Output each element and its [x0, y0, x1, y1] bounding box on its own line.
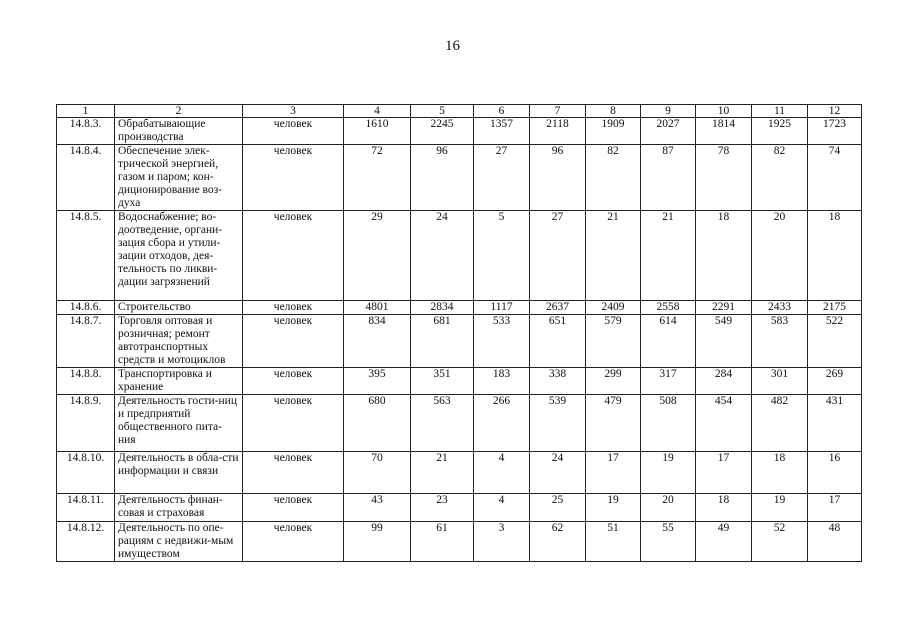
row-code: 14.8.9.	[57, 395, 115, 452]
row-indicator-name: Деятельность по опе-рациям с недвижи-мым имуществом	[115, 522, 243, 562]
row-value: 21	[641, 211, 696, 301]
row-value: 2291	[696, 301, 752, 315]
row-value: 2558	[641, 301, 696, 315]
column-header: 7	[530, 105, 586, 118]
row-indicator-name: Обрабатывающие производства	[115, 118, 243, 145]
row-value: 29	[344, 211, 411, 301]
row-code: 14.8.12.	[57, 522, 115, 562]
row-unit: человек	[243, 145, 344, 211]
row-value: 338	[530, 368, 586, 395]
row-value: 5	[474, 211, 530, 301]
row-code: 14.8.6.	[57, 301, 115, 315]
row-value: 96	[411, 145, 474, 211]
row-code: 14.8.11.	[57, 494, 115, 522]
row-value: 351	[411, 368, 474, 395]
row-value: 17	[586, 452, 641, 494]
row-code: 14.8.7.	[57, 315, 115, 368]
row-value: 3	[474, 522, 530, 562]
row-value: 21	[586, 211, 641, 301]
row-value: 27	[530, 211, 586, 301]
row-value: 1357	[474, 118, 530, 145]
column-header: 6	[474, 105, 530, 118]
row-value: 4	[474, 452, 530, 494]
statistics-table	[56, 104, 862, 562]
table-row	[57, 301, 862, 315]
row-value: 317	[641, 368, 696, 395]
row-indicator-name: Деятельность гости-ниц и предприятий общественного пита-ния	[115, 395, 243, 452]
column-header: 12	[808, 105, 862, 118]
row-value: 533	[474, 315, 530, 368]
row-value: 4	[474, 494, 530, 522]
row-value: 49	[696, 522, 752, 562]
row-value: 2409	[586, 301, 641, 315]
row-value: 51	[586, 522, 641, 562]
row-indicator-name: Транспортировка и хранение	[115, 368, 243, 395]
row-value: 1117	[474, 301, 530, 315]
row-value: 579	[586, 315, 641, 368]
row-value: 19	[752, 494, 808, 522]
row-value: 17	[696, 452, 752, 494]
row-value: 19	[586, 494, 641, 522]
row-value: 4801	[344, 301, 411, 315]
row-value: 87	[641, 145, 696, 211]
row-value: 482	[752, 395, 808, 452]
row-value: 16	[808, 452, 862, 494]
row-value: 1925	[752, 118, 808, 145]
row-unit: человек	[243, 522, 344, 562]
column-header: 3	[243, 105, 344, 118]
table-row	[57, 118, 862, 145]
row-value: 2027	[641, 118, 696, 145]
table-header-row	[57, 105, 862, 118]
column-header: 5	[411, 105, 474, 118]
row-code: 14.8.5.	[57, 211, 115, 301]
table-body	[57, 105, 862, 562]
row-value: 48	[808, 522, 862, 562]
row-value: 20	[641, 494, 696, 522]
row-value: 834	[344, 315, 411, 368]
row-unit: человек	[243, 494, 344, 522]
row-value: 2637	[530, 301, 586, 315]
row-value: 680	[344, 395, 411, 452]
page-number: 16	[445, 38, 460, 54]
row-value: 2118	[530, 118, 586, 145]
row-unit: человек	[243, 368, 344, 395]
row-value: 1814	[696, 118, 752, 145]
row-value: 183	[474, 368, 530, 395]
table-row	[57, 368, 862, 395]
row-value: 24	[411, 211, 474, 301]
row-value: 284	[696, 368, 752, 395]
row-value: 21	[411, 452, 474, 494]
row-value: 17	[808, 494, 862, 522]
row-indicator-name: Торговля оптовая и розничная; ремонт автотранспортных средств и мотоциклов	[115, 315, 243, 368]
row-value: 431	[808, 395, 862, 452]
row-value: 24	[530, 452, 586, 494]
row-value: 25	[530, 494, 586, 522]
row-value: 2245	[411, 118, 474, 145]
row-indicator-name: Деятельность финан-совая и страховая	[115, 494, 243, 522]
row-indicator-name: Обеспечение элек-трической энергией, газом и паром; кон-диционирование воз-духа	[115, 145, 243, 211]
row-value: 61	[411, 522, 474, 562]
row-value: 96	[530, 145, 586, 211]
column-header: 1	[57, 105, 115, 118]
row-indicator-name: Деятельность в обла-сти информации и связи	[115, 452, 243, 494]
row-code: 14.8.8.	[57, 368, 115, 395]
row-value: 18	[752, 452, 808, 494]
row-value: 1723	[808, 118, 862, 145]
row-value: 563	[411, 395, 474, 452]
table-row	[57, 315, 862, 368]
row-unit: человек	[243, 118, 344, 145]
row-value: 1909	[586, 118, 641, 145]
column-header: 8	[586, 105, 641, 118]
row-unit: человек	[243, 395, 344, 452]
row-value: 19	[641, 452, 696, 494]
row-value: 18	[696, 494, 752, 522]
row-value: 82	[752, 145, 808, 211]
row-value: 395	[344, 368, 411, 395]
row-unit: человек	[243, 211, 344, 301]
row-unit: человек	[243, 315, 344, 368]
row-code: 14.8.4.	[57, 145, 115, 211]
column-header: 11	[752, 105, 808, 118]
row-value: 18	[696, 211, 752, 301]
row-indicator-name: Водоснабжение; во-доотведение, органи-зация сбора и утили-зации отходов, дея-тельность по ликви-дации загрязнений	[115, 211, 243, 301]
row-value: 82	[586, 145, 641, 211]
row-code: 14.8.3.	[57, 118, 115, 145]
row-value: 20	[752, 211, 808, 301]
row-value: 27	[474, 145, 530, 211]
row-value: 18	[808, 211, 862, 301]
column-header: 4	[344, 105, 411, 118]
row-value: 43	[344, 494, 411, 522]
table-row	[57, 211, 862, 301]
row-value: 301	[752, 368, 808, 395]
row-value: 269	[808, 368, 862, 395]
row-value: 522	[808, 315, 862, 368]
row-value: 72	[344, 145, 411, 211]
table-row	[57, 522, 862, 562]
row-value: 508	[641, 395, 696, 452]
row-value: 78	[696, 145, 752, 211]
row-value: 55	[641, 522, 696, 562]
column-header: 9	[641, 105, 696, 118]
row-value: 549	[696, 315, 752, 368]
row-value: 479	[586, 395, 641, 452]
column-header: 2	[115, 105, 243, 118]
table-row	[57, 145, 862, 211]
row-value: 70	[344, 452, 411, 494]
row-value: 23	[411, 494, 474, 522]
row-value: 583	[752, 315, 808, 368]
row-value: 2433	[752, 301, 808, 315]
column-header: 10	[696, 105, 752, 118]
row-unit: человек	[243, 301, 344, 315]
row-indicator-name: Строительство	[115, 301, 243, 315]
row-value: 99	[344, 522, 411, 562]
row-value: 266	[474, 395, 530, 452]
row-value: 651	[530, 315, 586, 368]
table-row	[57, 395, 862, 452]
row-value: 2175	[808, 301, 862, 315]
table-row	[57, 452, 862, 494]
row-value: 1610	[344, 118, 411, 145]
row-unit: человек	[243, 452, 344, 494]
row-value: 62	[530, 522, 586, 562]
row-value: 614	[641, 315, 696, 368]
row-value: 52	[752, 522, 808, 562]
row-value: 454	[696, 395, 752, 452]
table-row	[57, 494, 862, 522]
row-value: 2834	[411, 301, 474, 315]
row-value: 299	[586, 368, 641, 395]
row-value: 74	[808, 145, 862, 211]
row-value: 681	[411, 315, 474, 368]
row-code: 14.8.10.	[57, 452, 115, 494]
row-value: 539	[530, 395, 586, 452]
